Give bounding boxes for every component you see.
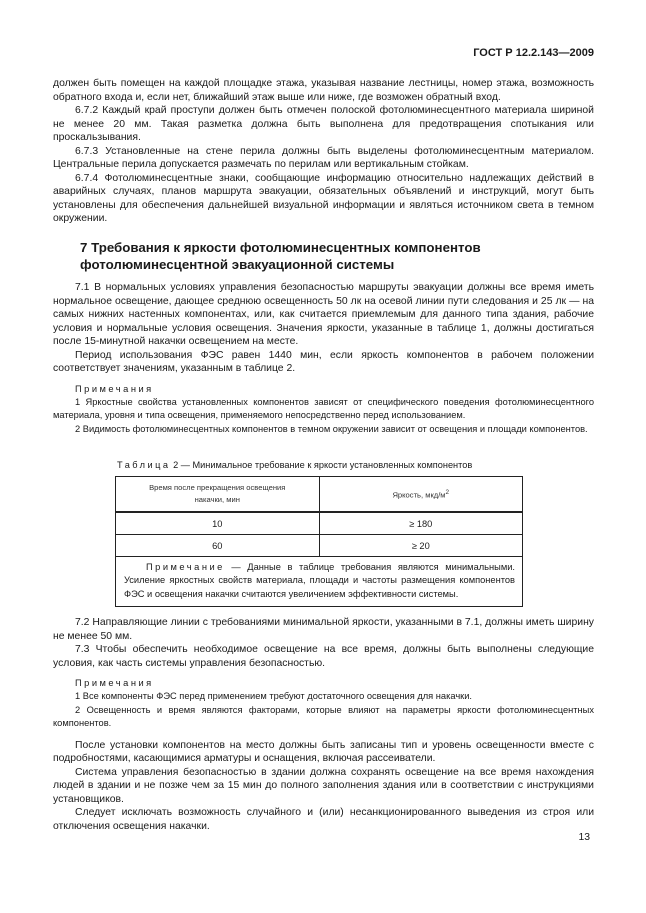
header-brightness-text: Яркость, мкд/м [392, 490, 446, 500]
brightness-table [115, 476, 523, 607]
cell-time: 60 [116, 535, 320, 557]
top-section [53, 77, 594, 226]
paragraph: 7.3 Чтобы обеспечить необходимое освещение на все время, должны быть выполнены следующие условия, как часть системы управления безопасностью. [53, 644, 594, 669]
header-brightness [319, 477, 523, 513]
table-note-label: Примечание [146, 562, 225, 572]
document-header: ГОСТ Р 12.2.143—2009 [473, 47, 594, 59]
paragraph-group [53, 739, 594, 834]
note-item: 2 Освещенность и время являются факторами, которые влияют на параметры яркости фотолюминесцентных компонентов. [53, 704, 594, 729]
paragraph: 6.7.4 Фотолюминесцентные знаки, сообщающие информацию относительно надлежащих действий в аварийных случаях, планов маршрута эвакуации, обязательных объявлений и инструкций, могут быть установлены для обеспечения дальнейшей визуальной информации и являться источником света в темном окружении. [53, 172, 594, 224]
table-row [116, 535, 523, 557]
notes-title: Примечания [75, 678, 154, 688]
section-7-text [53, 281, 594, 436]
paragraph: 6.7.2 Каждый край проступи должен быть отмечен полоской фотолюминесцентного материала шириной не менее 20 мм. Такая разметка должна быть выполнена для предотвращения спотыкания или проскальзывания. [53, 105, 594, 143]
paragraph: Период использования ФЭС равен 1440 мин, если яркость компонентов в рабочем положении соответствует значениям, указанным в таблице 2. [53, 349, 594, 374]
table-caption [117, 460, 472, 470]
notes [53, 677, 594, 731]
table-note-text: — Данные в таблице требования являются минимальными. Усиление яркостных свойств материала, площади и частоты размещения компонентов ФЭС и освещения накачки считаются увеличением эффективности системы. [124, 562, 515, 599]
paragraph: После установки компонентов на место должны быть записаны тип и уровень освещенности вместе с подробностями, касающимися арматуры и оснащения, включая рассеиватели. [53, 739, 594, 765]
header-time: Время после прекращения освещения накачки, мин [116, 477, 320, 513]
header-sup: 2 [445, 488, 450, 496]
note-item: 2 Видимость фотолюминесцентных компонентов в темном окружении зависит от освещения и площади компонентов. [75, 423, 588, 434]
table-row [116, 512, 523, 535]
table-header-row [116, 477, 523, 513]
table-caption-text: 2 — Минимальное требование к яркости установленных компонентов [170, 460, 473, 470]
cell-brightness: ≥ 180 [319, 512, 523, 535]
paragraph: 6.7.3 Установленные на стене перила должны быть выделены фотолюминесцентным материалом. Центральные перила допускается размечать по перилам или вертикальным стойкам. [53, 145, 594, 170]
paragraph: должен быть помещен на каждой площадке этажа, указывая название лестницы, номер этажа, возможность обратного входа и, если нет, ближайший этаж выше или ниже, где возможен обратный вход. [53, 78, 594, 103]
notes-title: Примечания [75, 383, 154, 394]
note-item: 1 Все компоненты ФЭС перед применением требуют достаточного освещения для накачки. [75, 691, 473, 702]
paragraph: 7.2 Направляющие линии с требованиями минимальной яркости, указанными в 7.1, должны иметь ширину не менее 50 мм. [53, 617, 594, 642]
paragraph: 7.1 В нормальных условиях управления безопасностью маршруты эвакуации должны все время иметь нормальное освещение, дающее среднюю освещенность 50 лк на осевой линии пути следования и 25 лк — на самых нижних настенных компонентах, или, как считается приемлемым для данного типа здания, рабочие условия и нормальные условия освещения. Значения яркости, указанные в таблице 1, должны достигаться после 15-минутной накачки освещением на месте. [53, 282, 594, 347]
section-7-continued [53, 616, 594, 833]
table-caption-label: Таблица [117, 460, 171, 470]
table-note-row [116, 557, 523, 607]
cell-time: 10 [116, 512, 320, 535]
notes [53, 383, 594, 437]
table-note [116, 557, 523, 607]
note-item: 1 Яркостные свойства установленных компонентов зависят от специфического поведения фотолюминесцентного материала, уровня и типа освещения, применяемого непосредственно перед использованием. [53, 396, 594, 421]
section-heading: 7 Требования к яркости фотолюминесцентных компонентов фотолюминесцентной эвакуационной системы [80, 240, 481, 272]
paragraph: Система управления безопасностью в здании должна сохранять освещение на все время нахождения людей в здании и не позже чем за 15 мин до полного заполнения здания или в соответствии с инструкциями установщиков. [53, 766, 594, 805]
paragraph: Следует исключать возможность случайного и (или) несанкционированного выведения из строя или отключения освещения накачки. [53, 807, 594, 832]
cell-brightness: ≥ 20 [319, 535, 523, 557]
page-number: 13 [578, 832, 590, 843]
